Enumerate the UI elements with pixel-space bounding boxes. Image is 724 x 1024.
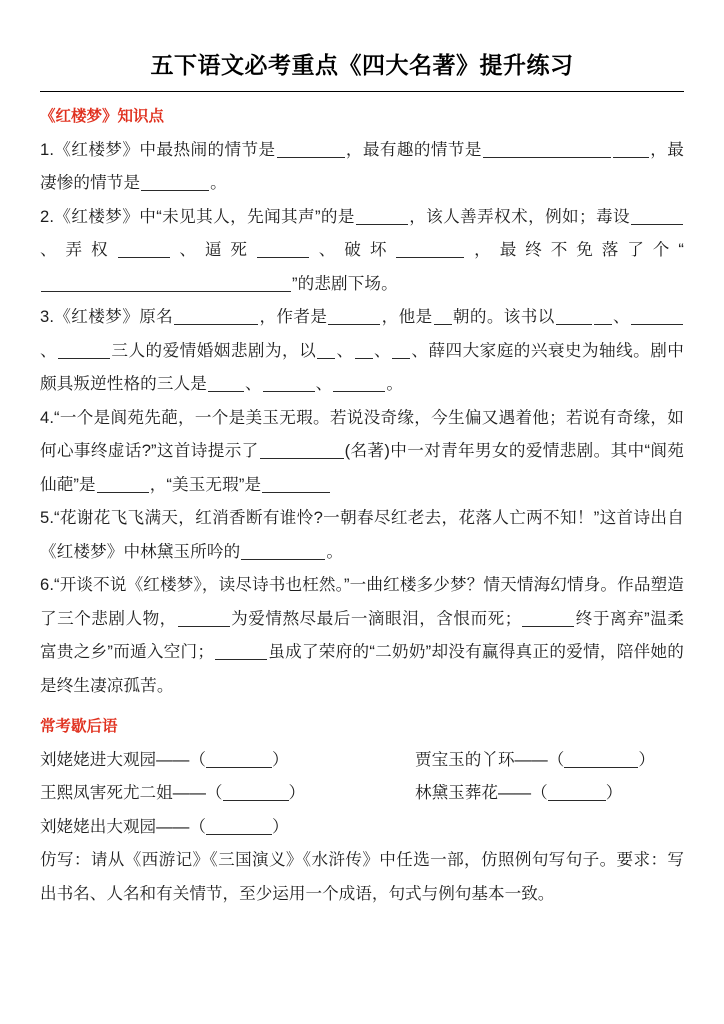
question-4-text-a: “一个是阆苑先葩，一个是美玉无瑕。若说没奇缘，今生偏又遇着他；若说有奇缘，如何心事终虚话?”这首诗提示了 — [40, 407, 684, 461]
xiehouyu-item-3 — [40, 776, 415, 810]
page-title: 五下语文必考重点《四大名著》提升练习 — [150, 52, 574, 78]
question-2-text-a: 《红楼梦》中“未见其人，先闻其声”的是 — [54, 206, 355, 226]
question-6-text-d: 虽成了荣府的“二奶奶”却没有赢得真正的爱情，陪伴她的是终生凄凉孤苦。 — [40, 642, 684, 695]
xiehouyu-item-2-prompt: 贾宝玉的丫环——（ — [415, 749, 565, 769]
question-6-blank-2[interactable] — [522, 611, 574, 627]
question-1-text-d: 。 — [210, 173, 227, 193]
question-6-text-a: “开谈不说《红楼梦》，读尽诗书也枉然。”一曲红楼多少梦？情天情海幻情身。作品塑造了三个悲剧人物， — [40, 575, 684, 628]
question-5 — [40, 501, 684, 568]
xiehouyu-item-3-prompt: 王熙凤害死尤二姐——（ — [40, 783, 223, 803]
question-3-blank-12[interactable] — [333, 376, 385, 392]
xiehouyu-item-1-close: ） — [271, 749, 289, 769]
question-3-text-h: 、 — [336, 340, 354, 360]
question-1-text-c: ，最凄惨的情节是 — [40, 139, 684, 193]
question-3-text-m: 。 — [386, 374, 404, 394]
question-3-text-e: 、 — [612, 307, 630, 327]
question-2-blank-6[interactable] — [41, 276, 291, 292]
xiehouyu-item-5-prompt: 刘姥姥出大观园——（ — [40, 816, 206, 836]
question-4-blank-1[interactable] — [260, 443, 344, 459]
question-3-blank-2[interactable] — [328, 309, 380, 325]
xiehouyu-item-1 — [40, 743, 415, 777]
title-block — [40, 0, 684, 92]
question-4-blank-2[interactable] — [97, 477, 149, 493]
question-3-blank-10[interactable] — [208, 376, 244, 392]
question-3-text-a: 《红楼梦》原名 — [54, 307, 174, 327]
question-3-text-j: 、薛四大家庭的兴衰史为轴线。剧中颇具叛逆性格的三人是 — [40, 340, 684, 394]
xiehouyu-item-5 — [40, 810, 415, 844]
question-1-blank-3[interactable] — [141, 175, 209, 191]
question-4-number: 4. — [40, 407, 55, 427]
question-1-text-a: 《红楼梦》中最热闹的情节是 — [54, 139, 276, 159]
xiehouyu-item-2 — [415, 743, 684, 777]
question-3-blank-7[interactable] — [317, 343, 335, 359]
xiehouyu-item-3-close: ） — [288, 783, 306, 803]
question-2-blank-3[interactable] — [118, 242, 170, 258]
question-3-text-d: 朝的。该书以 — [452, 307, 555, 327]
question-4 — [40, 401, 684, 502]
question-3-text-i: 、 — [373, 340, 392, 360]
question-6-text-b: 为爱情熬尽最后一滴眼泪，含恨而死； — [230, 608, 522, 628]
question-3-blank-3[interactable] — [434, 309, 452, 325]
section-heading-xiehouyu: 常考歇后语 — [40, 718, 118, 736]
question-3-text-b: ，作者是 — [259, 307, 328, 327]
question-3-text-c: ，他是 — [381, 307, 433, 327]
question-3-blank-5[interactable] — [631, 309, 683, 325]
question-2-text-f: ，最终不免落了个“ — [465, 240, 684, 260]
question-3-text-g: 三人的爱情婚姻悲剧为，以 — [111, 340, 317, 360]
question-3-blank-1[interactable] — [174, 309, 258, 325]
xiehouyu-grid-filler — [415, 810, 684, 844]
imitation-exercise: 仿写：请从《西游记》《三国演义》《水浒传》中任选一部，仿照例句写句子。要求：写出书名、人名和有关情节，至少运用一个成语，句式与例句基本一致。 — [40, 850, 684, 903]
question-5-blank-1[interactable] — [241, 544, 325, 560]
question-3-blank-8[interactable] — [355, 343, 373, 359]
xiehouyu-item-4-prompt: 林黛玉葬花——（ — [415, 783, 548, 803]
xiehouyu-item-2-blank[interactable] — [564, 752, 638, 768]
question-2-text-e: 、破坏 — [309, 240, 396, 260]
question-2-number: 2. — [40, 206, 55, 226]
question-2-text-c: 、弄权 — [40, 240, 117, 260]
question-3-blank-4[interactable] — [556, 309, 592, 325]
question-2-blank-5[interactable] — [396, 242, 464, 258]
question-3-text-l: 、 — [315, 374, 333, 394]
question-3-text-f: 、 — [40, 340, 58, 360]
question-1-text-b: ，最有趣的情节是 — [345, 139, 482, 159]
question-3-number: 3. — [40, 307, 55, 327]
question-2-blank-1[interactable] — [356, 209, 408, 225]
question-1-blank-2[interactable] — [483, 142, 611, 158]
question-3 — [40, 300, 684, 401]
xiehouyu-item-5-blank[interactable] — [206, 819, 272, 835]
question-4-blank-3[interactable] — [262, 477, 330, 493]
xiehouyu-item-3-blank[interactable] — [223, 785, 289, 801]
xiehouyu-item-4-blank[interactable] — [548, 785, 606, 801]
question-1-number: 1. — [40, 139, 55, 159]
question-1-blank-1[interactable] — [277, 142, 345, 158]
question-2-text-b: ，该人善弄权术，例如；毒设 — [408, 206, 630, 226]
xiehouyu-item-4-close: ） — [605, 783, 623, 803]
xiehouyu-item-1-prompt: 刘姥姥进大观园——（ — [40, 749, 206, 769]
question-5-text-b: 。 — [326, 541, 344, 561]
title-divider — [40, 91, 684, 92]
question-6 — [40, 568, 684, 702]
question-1-blank-2b[interactable] — [613, 142, 649, 158]
question-3-blank-11[interactable] — [263, 376, 315, 392]
section-heading-hongloumeng: 《红楼梦》知识点 — [40, 108, 165, 126]
xiehouyu-item-1-blank[interactable] — [206, 752, 272, 768]
xiehouyu-item-2-close: ） — [638, 749, 655, 769]
question-4-text-c: ，“美玉无瑕”是 — [149, 474, 262, 494]
xiehouyu-item-5-close: ） — [271, 816, 289, 836]
question-6-blank-1[interactable] — [178, 611, 230, 627]
question-2-text-d: 、逼死 — [170, 240, 256, 260]
question-3-blank-4b[interactable] — [594, 309, 612, 325]
question-5-number: 5. — [40, 508, 55, 528]
question-2 — [40, 200, 684, 301]
question-6-blank-3[interactable] — [215, 644, 267, 660]
question-3-blank-9[interactable] — [392, 343, 410, 359]
question-2-text-g: ”的悲剧下场。 — [292, 273, 398, 293]
question-2-blank-2[interactable] — [631, 209, 683, 225]
question-6-text-c: 终于离弃”温柔富贵之乡”而遁入空门； — [40, 608, 684, 662]
question-1 — [40, 133, 684, 200]
question-6-number: 6. — [40, 575, 55, 595]
question-2-blank-4[interactable] — [257, 242, 309, 258]
question-3-blank-6[interactable] — [58, 343, 110, 359]
question-3-text-k: 、 — [244, 374, 262, 394]
question-4-text-b: (名著)中一对青年男女的爱情悲剧。其中“阆苑仙葩”是 — [40, 441, 684, 494]
xiehouyu-grid — [40, 743, 684, 844]
question-5-text-a: “花谢花飞飞满天，红消香断有谁怜?一朝春尽红老去，花落人亡两不知！”这首诗出自《红楼梦》中林黛玉所吟的 — [40, 508, 684, 561]
xiehouyu-item-4 — [415, 776, 684, 810]
